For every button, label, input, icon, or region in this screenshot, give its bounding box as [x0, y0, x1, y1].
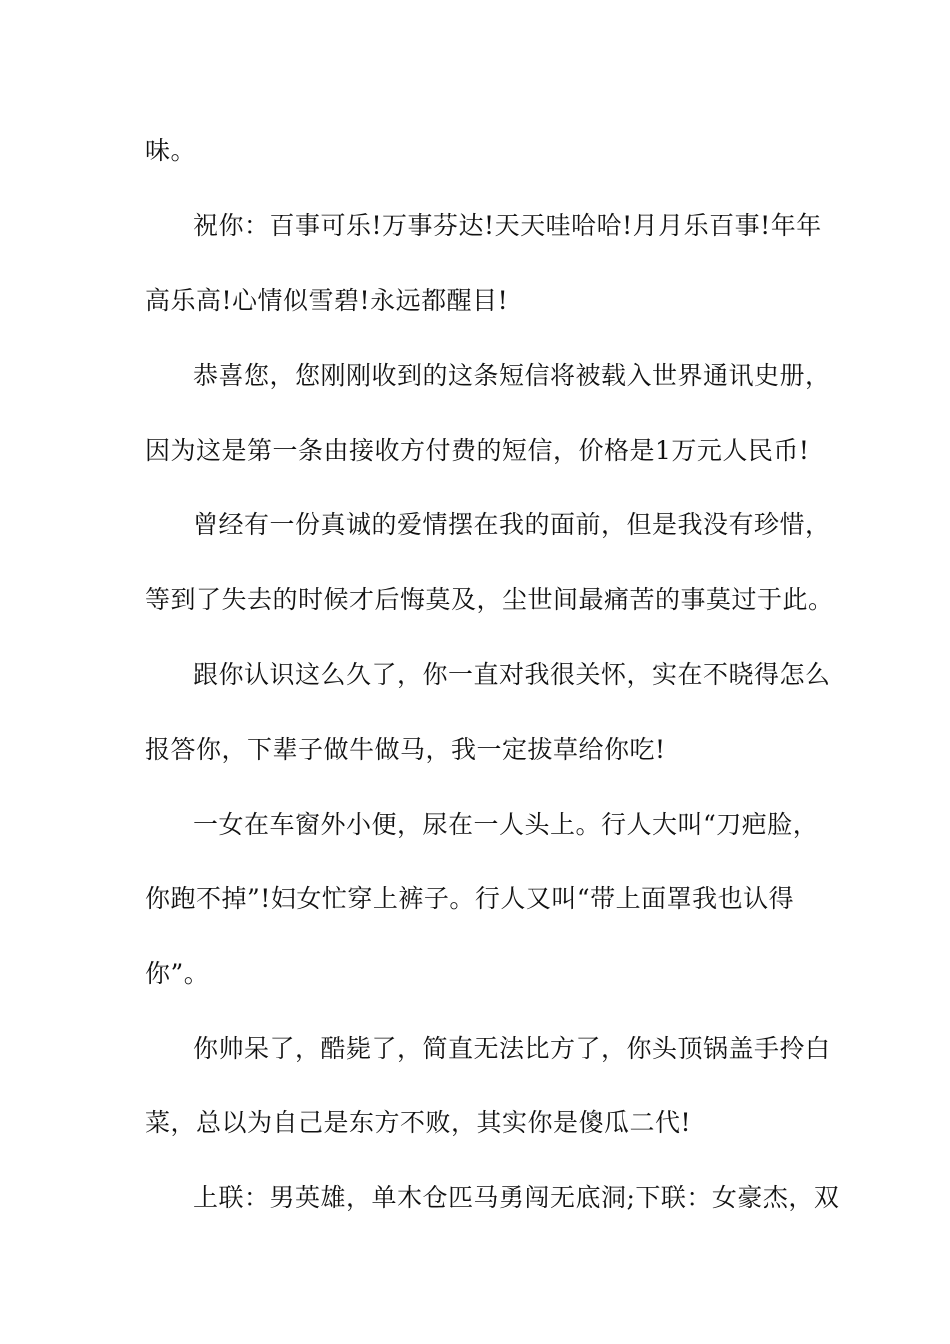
paragraph-first-line: 一女在车窗外小便，尿在一人头上。行人大叫“刀疤脸，	[193, 810, 819, 839]
paragraph-first-line: 恭喜您，您刚刚收到的这条短信将被载入世界通讯史册，	[193, 361, 831, 390]
text-line: 高乐高!心情似雪碧!永远都醒目!	[145, 286, 509, 315]
paragraph-first-line: 你帅呆了，酷毙了，简直无法比方了，你头顶锅盖手拎白	[193, 1034, 831, 1063]
text-line: 你跑不掉”!妇女忙穿上裤子。行人又叫“带上面罩我也认得	[145, 884, 795, 913]
text-line: 你”。	[145, 959, 210, 988]
text-line: 等到了失去的时候才后悔莫及，尘世间最痛苦的事莫过于此。	[145, 585, 834, 614]
paragraph-first-line: 曾经有一份真诚的爱情摆在我的面前，但是我没有珍惜，	[193, 510, 831, 539]
paragraph-first-line: 跟你认识这么久了，你一直对我很关怀，实在不晓得怎么	[193, 660, 831, 689]
text-line: 因为这是第一条由接收方付费的短信，价格是1万元人民币!	[145, 436, 810, 465]
paragraph-first-line: 上联：男英雄，单木仓匹马勇闯无底洞;下联：女豪杰，双	[193, 1183, 840, 1212]
paragraph-first-line: 祝你：百事可乐!万事芬达!天天哇哈哈!月月乐百事!年年	[193, 211, 822, 240]
text-line: 味。	[145, 136, 197, 165]
text-line: 菜，总以为自己是东方不败，其实你是傻瓜二代!	[145, 1108, 692, 1137]
text-line: 报答你，下辈子做牛做马，我一定拔草给你吃!	[145, 735, 666, 764]
